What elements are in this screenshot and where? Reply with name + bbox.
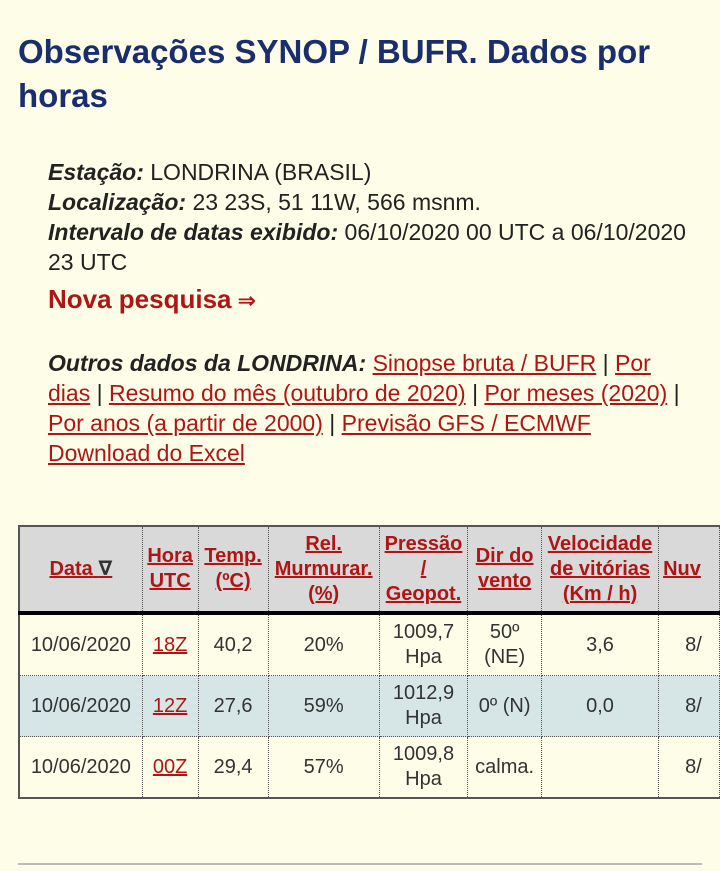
separator: | [472,380,479,406]
col-pressure-label: Geopot. [385,582,462,605]
separator: | [673,380,680,406]
separator: | [602,350,609,376]
interval-line [48,217,698,277]
cell-clouds: 8/ [659,676,720,737]
col-temp-label: (ºC) [215,570,251,592]
cell-hour [142,613,198,676]
other-data-links [48,348,698,468]
col-hour-label: Hora [147,545,193,567]
station-line [48,157,698,187]
cell-date: 10/06/2020 [19,737,142,799]
station-value: LONDRINA (BRASIL) [150,159,372,185]
cell-wind-speed: 0,0 [541,676,658,737]
pressure-value: 1009,8 [392,743,455,765]
separator: | [96,380,103,406]
interval-value: 06/10/2020 00 UTC a 06/10/2020 23 UTC [48,219,686,275]
wind-dir-value: 50º [489,621,520,643]
col-humidity-header[interactable] [268,526,379,613]
col-wind-dir-label: vento [477,570,532,592]
cell-wind-dir [468,613,542,676]
excel-download-link[interactable]: Download do Excel [48,440,245,466]
wind-dir-cardinal: (NE) [484,646,526,668]
divider [18,863,702,865]
col-temp-label: Temp. [204,545,262,567]
cell-pressure [379,676,468,737]
table-header-row [19,526,720,613]
cell-temp: 29,4 [198,737,268,799]
col-humidity-label: (%) [308,582,340,605]
pressure-value: 1009,7 [392,621,455,643]
pressure-unit: Hpa [405,768,442,790]
cell-clouds: 8/ [659,613,720,676]
station-info [48,157,698,277]
arrow-right-icon: ⇒ [237,288,256,313]
location-line [48,187,698,217]
table-row [19,676,720,737]
cell-humidity: 59% [268,676,379,737]
cell-temp: 40,2 [198,613,268,676]
cell-date: 10/06/2020 [19,676,142,737]
cell-date: 10/06/2020 [19,613,142,676]
col-date-label: Data [49,557,93,580]
cell-wind-dir: calma. [468,737,542,799]
cell-temp: 27,6 [198,676,268,737]
pressure-unit: Hpa [405,646,442,668]
hour-link[interactable]: 18Z [152,633,188,656]
col-wind-speed-label: de vitórias [550,557,651,580]
location-label: Localização: [48,189,187,215]
by-months-link[interactable]: Por meses (2020) [484,380,668,406]
cell-humidity: 57% [268,737,379,799]
other-data-label: Outros dados da LONDRINA: [48,350,367,376]
forecast-link[interactable]: Previsão GFS / ECMWF [341,410,591,436]
col-pressure-label: / [420,557,427,580]
col-humidity-label: Murmurar. [274,557,373,580]
raw-synop-link[interactable]: Sinopse bruta / BUFR [372,350,597,376]
cell-wind-dir: 0º (N) [468,676,542,737]
col-wind-speed-header[interactable] [541,526,658,613]
by-days-link[interactable]: Por dias [48,350,651,406]
cell-wind-speed: 3,6 [541,613,658,676]
pressure-value: 1012,9 [392,682,455,704]
col-temp-header[interactable] [198,526,268,613]
location-value: 23 23S, 51 11W, 566 msnm. [192,189,481,215]
interval-label: Intervalo de datas exibido: [48,219,339,245]
pressure-unit: Hpa [405,707,442,729]
table-row [19,737,720,799]
col-hour-label: UTC [149,570,191,592]
sort-icon[interactable]: ∇ [98,557,113,580]
col-wind-speed-label: Velocidade [547,532,653,555]
col-pressure-header[interactable] [379,526,468,613]
col-clouds-header[interactable] [659,526,720,613]
cell-pressure [379,737,468,799]
col-hour-header[interactable] [142,526,198,613]
new-search-label: Nova pesquisa [48,284,232,314]
page-title: Observações SYNOP / BUFR. Dados por horas [18,33,651,114]
table-row [19,613,720,676]
by-years-link[interactable]: Por anos (a partir de 2000) [48,410,323,436]
month-summary-link[interactable]: Resumo do mês (outubro de 2020) [108,380,466,406]
col-wind-dir-label: Dir do [475,545,534,567]
station-label: Estação: [48,159,144,185]
separator: | [329,410,336,436]
col-wind-speed-label: (Km / h) [562,582,638,605]
cell-wind-speed [541,737,658,799]
cell-hour [142,676,198,737]
col-pressure-label: Pressão [384,532,463,555]
new-search-link[interactable] [48,284,256,315]
hour-link[interactable]: 12Z [152,694,188,717]
cell-humidity: 20% [268,613,379,676]
col-date-header[interactable] [19,526,142,613]
cell-pressure [379,613,468,676]
col-clouds-label: Nuv [663,557,701,580]
hour-link[interactable]: 00Z [152,755,188,778]
col-wind-dir-header[interactable] [468,526,542,613]
cell-clouds: 8/ [659,737,720,799]
cell-hour [142,737,198,799]
col-humidity-label: Rel. [305,532,342,555]
observations-table [18,525,720,799]
